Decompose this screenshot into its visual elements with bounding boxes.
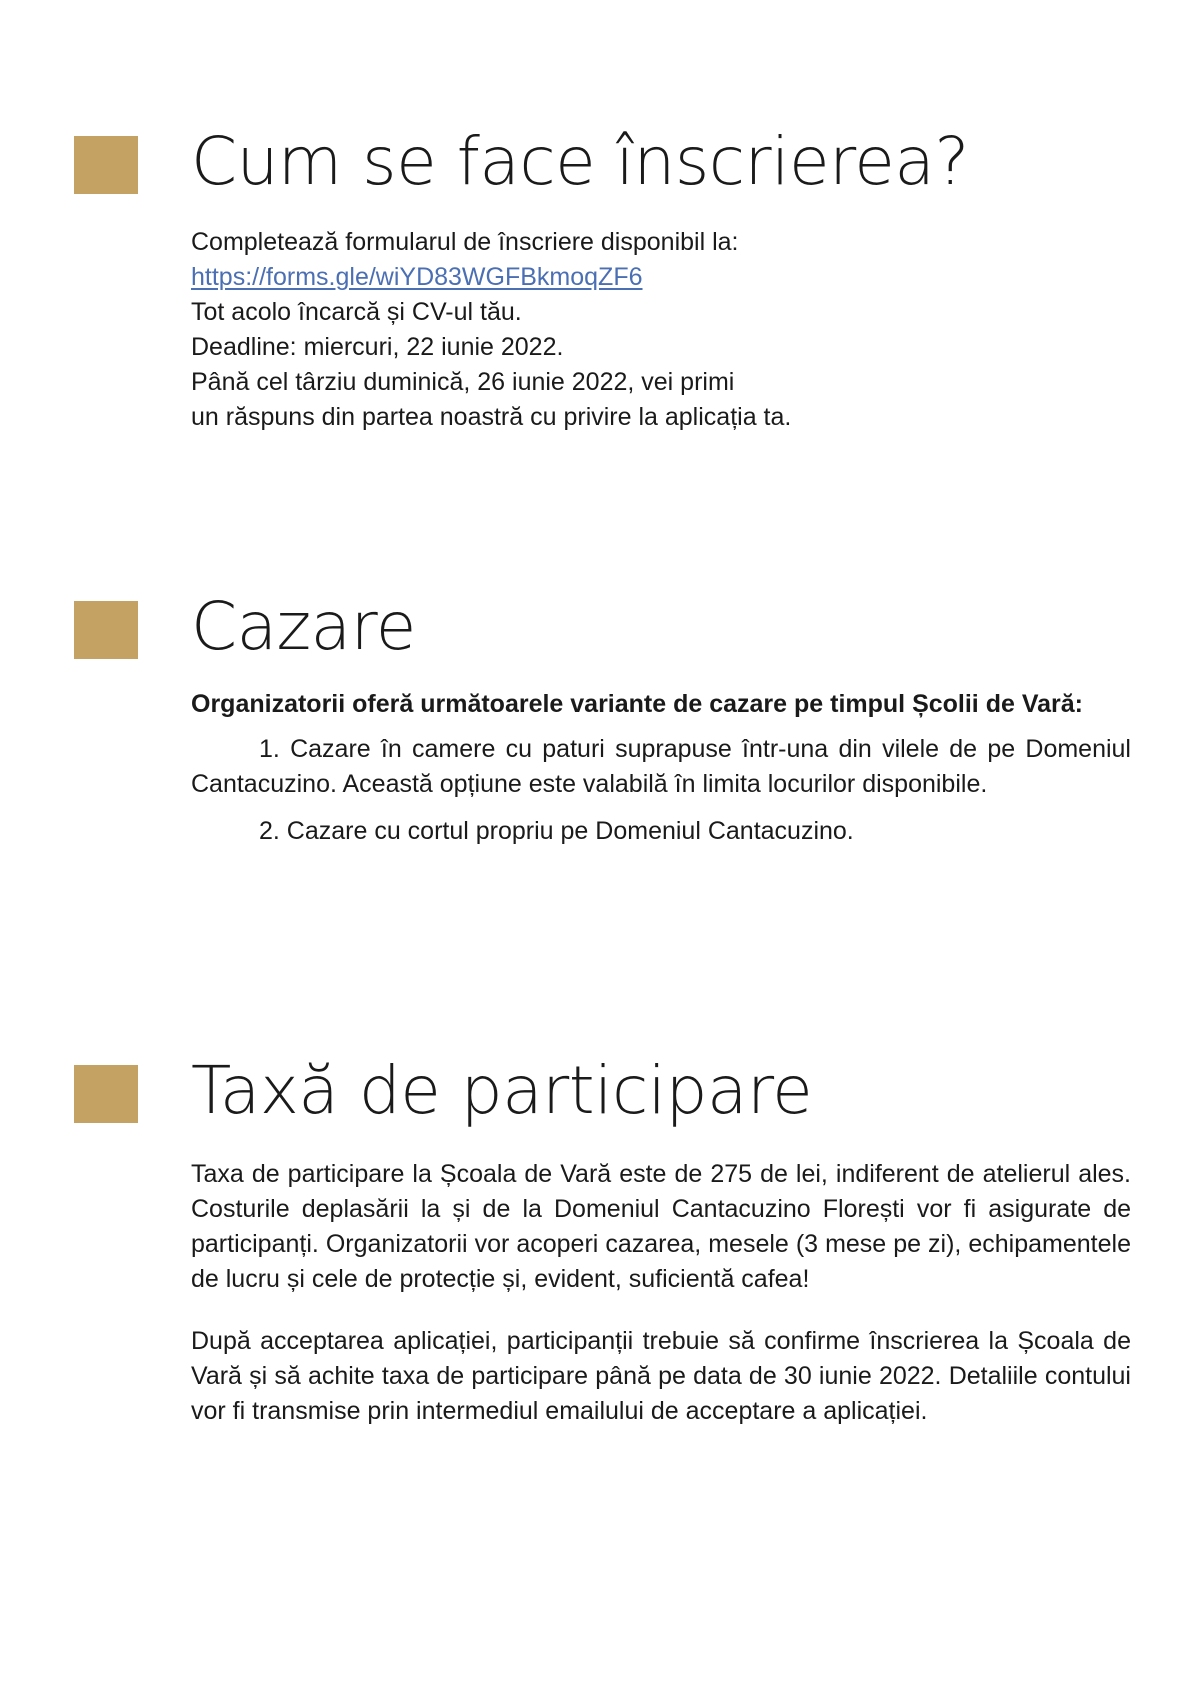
inscriere-deadline: Deadline: miercuri, 22 iunie 2022. [191, 333, 564, 361]
inscriere-body [191, 225, 1131, 435]
taxa-paragraph-2: După acceptarea aplicației, participanții trebuie să confirme înscrierea la Școala de Vară și să achite taxa de participare până pe data de 30 iunie 2022. Detaliile contului vor fi transmise prin intermediul emailului de acceptare a aplicației. [191, 1327, 1131, 1425]
heading-taxa: Taxă de participare [191, 1052, 813, 1129]
inscriere-reply-1: Până cel târziu duminică, 26 iunie 2022, vei primi [191, 368, 735, 396]
form-link[interactable]: https://forms.gle/wiYD83WGFBkmoqZF6 [191, 263, 643, 291]
cazare-body [191, 687, 1131, 849]
cazare-option-1: 1. Cazare în camere cu paturi suprapuse într-una din vilele de pe Domeniul Cantacuzino. Această opțiune este valabilă în limita locurilor disponibile. [191, 735, 1131, 798]
heading-inscriere: Cum se face înscrierea? [191, 123, 969, 200]
section-marker [74, 1065, 138, 1123]
heading-cazare: Cazare [191, 588, 416, 665]
taxa-body [191, 1157, 1131, 1429]
taxa-paragraph-1: Taxa de participare la Școala de Vară este de 275 de lei, indiferent de atelierul ales. Costurile deplasării la și de la Domeniul Cantacuzino Florești vor fi asigurate de participanți. Organizatorii vor acoperi cazarea, mesele (3 mese pe zi), echipamentele de lucru și cele de protecție și, evident, suficientă cafea! [191, 1160, 1131, 1293]
inscriere-reply-2: un răspuns din partea noastră cu privire la aplicația ta. [191, 403, 792, 431]
inscriere-intro: Completează formularul de înscriere disponibil la: [191, 228, 739, 256]
cazare-lead: Organizatorii oferă următoarele variante de cazare pe timpul Școlii de Vară: [191, 690, 1083, 718]
section-marker [74, 136, 138, 194]
inscriere-cv: Tot acolo încarcă și CV-ul tău. [191, 298, 522, 326]
section-marker [74, 601, 138, 659]
cazare-option-2: 2. Cazare cu cortul propriu pe Domeniul Cantacuzino. [259, 817, 854, 845]
